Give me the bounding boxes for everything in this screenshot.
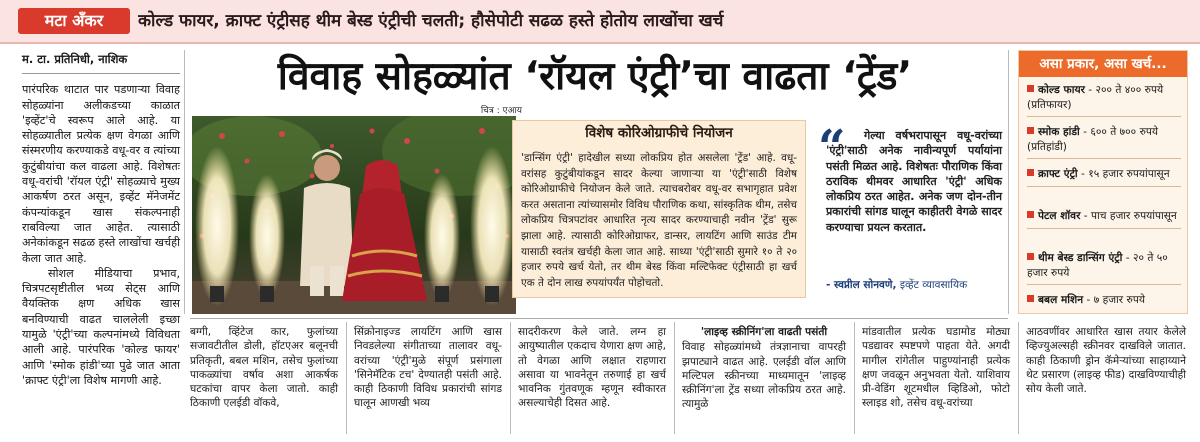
column-divider (854, 322, 855, 434)
bullet-icon (1027, 169, 1034, 176)
column-divider (1008, 50, 1009, 314)
bottom-column-5: मांडवातील प्रत्येक घडामोड मोठ्या पडद्यावर स्पष्टपणे पाहता येते. अगदी मागील रांगेतील पाहुण्यांनाही प्रत्येक क्षण जवळून अनुभवता येतो. याशिवाय प्री-वेडिंग शूटमधील व्हिडिओ, फोटो स्लाइड शो, तसेच वधू-वरांच्या (862, 326, 1010, 410)
byline: म. टा. प्रतिनिधी, नाशिक (22, 52, 180, 74)
column-divider (184, 50, 185, 314)
bottom-column-4: 'लाइव्ह स्क्रीनिंग'ला वाढती पसंती विवाह सोहळ्यांमध्ये तंत्रज्ञानाचा वापरही झपाट्याने वाढत आहे. एलईडी वॉल आणि मल्टिपल स्क्रीनच्या माध्यमातून 'लाइव्ह स्क्रीनिंग'ला ट्रेंड सध्या लोकप्रिय ठरत आहे. त्यामुळे (682, 326, 846, 411)
bullet-icon (1027, 295, 1034, 302)
bottom-column-3: सादरीकरण केले जाते. लग्न हा आयुष्यातील एकदाच येणारा क्षण आहे, तो वेगळा आणि लक्षात राहणारा असावा या भावनेतून तरुणाई हा खर्च भावनिक गुंतवणूक म्हणून स्वीकारत असल्याचेही दिसत आहे. (518, 326, 666, 410)
main-headline: विवाह सोहळ्यांत ‘रॉयल एंट्री’चा वाढता ‘ट्रेंड’ (277, 54, 913, 99)
quote-author-name: - स्वप्नील सोनवणे, (826, 279, 897, 291)
section-divider (190, 318, 1008, 319)
choreography-text: 'डान्सिंग एंट्री' हादेखील सध्या लोकप्रिय होत असलेला 'ट्रेंड' आहे. वधू-वरांसह कुटुंबीयांकडून सादर केल्या जाणाऱ्या या 'एंट्री'साठी विशेष कोरिओग्राफीचे नियोजन केले जाते. त्याचबरोबर वधू-वर सभागृहात प्रवेश करत असताना त्यांच्यासमोर विविध पौराणिक कथा, सांस्कृतिक थीम, तसेच लोकप्रिय चित्रपटांवर आधारित नृत्य सादर करण्याचाही नवीन 'ट्रेंड' सुरू झाला आहे. त्यासाठी कोरिओग्राफर, डान्सर, लायटिंग आणि साउंड टीम यासाठी स्वतंत्र खर्चही केला जात आहे. साध्या 'एंट्री'साठी सुमारे १० ते २० हजार रुपये खर्च येतो, तर थीम बेस्ड किंवा मल्टिफेक्ट एंट्रीसाठी हा खर्च एक ते दोन लाख रुपयांपर्यंत पोहोचतो. (521, 152, 797, 289)
wedding-couple-illustration (192, 116, 516, 314)
photo-credit: चित्र : एआय (480, 106, 522, 116)
sidebar-item: पेटल शॉवर - पाच हजार रुपयांपासून (1027, 209, 1181, 229)
sidebar-item: स्मोक हांडी - ६०० ते ७०० रुपये (प्रतिहांडी) (1027, 125, 1181, 159)
quote-author-role: इव्हेंट व्यावसायिक (899, 279, 968, 291)
sidebar-heading: असा प्रकार, असा खर्च... (1019, 51, 1187, 77)
bullet-icon (1027, 211, 1034, 218)
left-column (22, 52, 180, 388)
kicker-headline: कोल्ड फायर, क्राफ्ट एंट्रीसह थीम बेस्ड एंट्रीची चलती; हौसेपोटी सढळ हस्ते होतोय लाखोंचा खर्च (138, 11, 724, 31)
bullet-icon (1027, 253, 1034, 260)
column-divider (1018, 322, 1019, 434)
quote-author (826, 278, 1002, 292)
quote-text: गेल्या वर्षभरापासून वधू-वरांच्या 'एंट्री'साठी अनेक नावीन्यपूर्ण पर्यायांना पसंती मिळत आहे. विशेषतः पौराणिक किंवा ठराविक थीमवर आधारित 'एंट्री' अधिक लोकप्रिय ठरत आहेत. अनेक जण दोन-तीन प्रकारांची सांगड घालून काहीतरी वेगळे सादर करण्याचा प्रयत्न करतात. (826, 129, 1003, 234)
sidebar-item: थीम बेस्ड डान्सिंग एंट्री - २० ते ५० हजार रुपये (1027, 251, 1181, 285)
wedding-photo (192, 116, 516, 314)
choreography-heading: विशेष कोरिओग्राफीचे नियोजन (585, 125, 733, 141)
column-divider (510, 322, 511, 434)
sidebar-item: बबल मशिन - ७ हजार रुपये (1027, 293, 1181, 312)
left-paragraph-2: सोशल मीडियाचा प्रभाव, चित्रपटसृष्टीतील भव्य सेट्स आणि वैयक्तिक क्षण अधिक खास बनविण्याची वाढत चाललेली इच्छा यामुळे 'एंट्री'च्या कल्पनांमध्ये विविधता आली आहे. पारंपरिक 'कोल्ड फायर' आणि 'स्मोक हांडी'च्या पुढे जात आता 'क्राफ्ट एंट्री'ला विशेष मागणी आहे. (22, 266, 180, 387)
bottom-column-1: बग्गी, व्हिंटेज कार, फुलांच्या सजावटीतील डोली, हॉटएअर बलूनची प्रतिकृती, बबल मशिन, तसेच फुलांच्या पाकळ्यांचा वर्षाव अशा आकर्षक घटकांचा वापर केला जातो. काही ठिकाणी एलईडी वॉकवे, (190, 326, 338, 410)
choreography-box (512, 120, 806, 298)
quote-mark-icon: “ (818, 120, 846, 176)
section-tag: मटा अँकर (18, 8, 130, 34)
live-screening-heading: 'लाइव्ह स्क्रीनिंग'ला वाढती पसंती (700, 326, 828, 338)
bullet-icon (1027, 127, 1034, 134)
bottom-column-6: आठवणींवर आधारित खास तयार केलेले व्हिज्युअल्सही स्क्रीनवर दाखविले जातात. काही ठिकाणी ड्रोन कॅमेऱ्यांच्या साहाय्याने थेट प्रसारण (लाइव्ह फीड) दाखविण्याचीही सोय केली जाते. (1026, 326, 1186, 396)
sidebar-item: कोल्ड फायर - २०० ते ४०० रुपये (प्रतिफायर) (1027, 83, 1181, 117)
bullet-icon (1027, 85, 1034, 92)
left-paragraph-1: पारंपरिक थाटात पार पडणाऱ्या विवाह सोहळ्यांना अलीकडच्या काळात 'इव्हेंट'चे स्वरूप आले आहे. या सोहळ्यातील प्रत्येक क्षण वेगळा आणि संस्मरणीय करण्याकडे वधू-वर व त्यांच्या कुटुंबीयांचा कल वाढला आहे. विशेषतः वधू-वरांची 'रॉयल एंट्री' सोहळ्याचे मुख्य आकर्षण ठरत असून, इव्हेंट मॅनेजमेंट कंपन्यांकडून खास संकल्पनाही राबविल्या जात आहेत. त्यासाठी अनेकांकडून सढळ हस्ते लाखोंचा खर्चही केला जात आहे. (22, 83, 180, 265)
column-divider (346, 322, 347, 434)
column-divider (674, 322, 675, 434)
sidebar-item: क्राफ्ट एंट्री - १५ हजार रुपयांपासून (1027, 167, 1181, 187)
cost-sidebar (1018, 50, 1188, 314)
bottom-column-2: सिंक्रोनाइज्ड लायटिंग आणि खास निवडलेल्या संगीताच्या तालावर वधू-वरांच्या 'एंट्री'मुळे संपूर्ण प्रसंगाला 'सिनेमॅटिक टच' देण्यातही पसंती आहे. काही ठिकाणी विविध प्रकारांची सांगड घालून आणखी भव्य (354, 326, 502, 410)
